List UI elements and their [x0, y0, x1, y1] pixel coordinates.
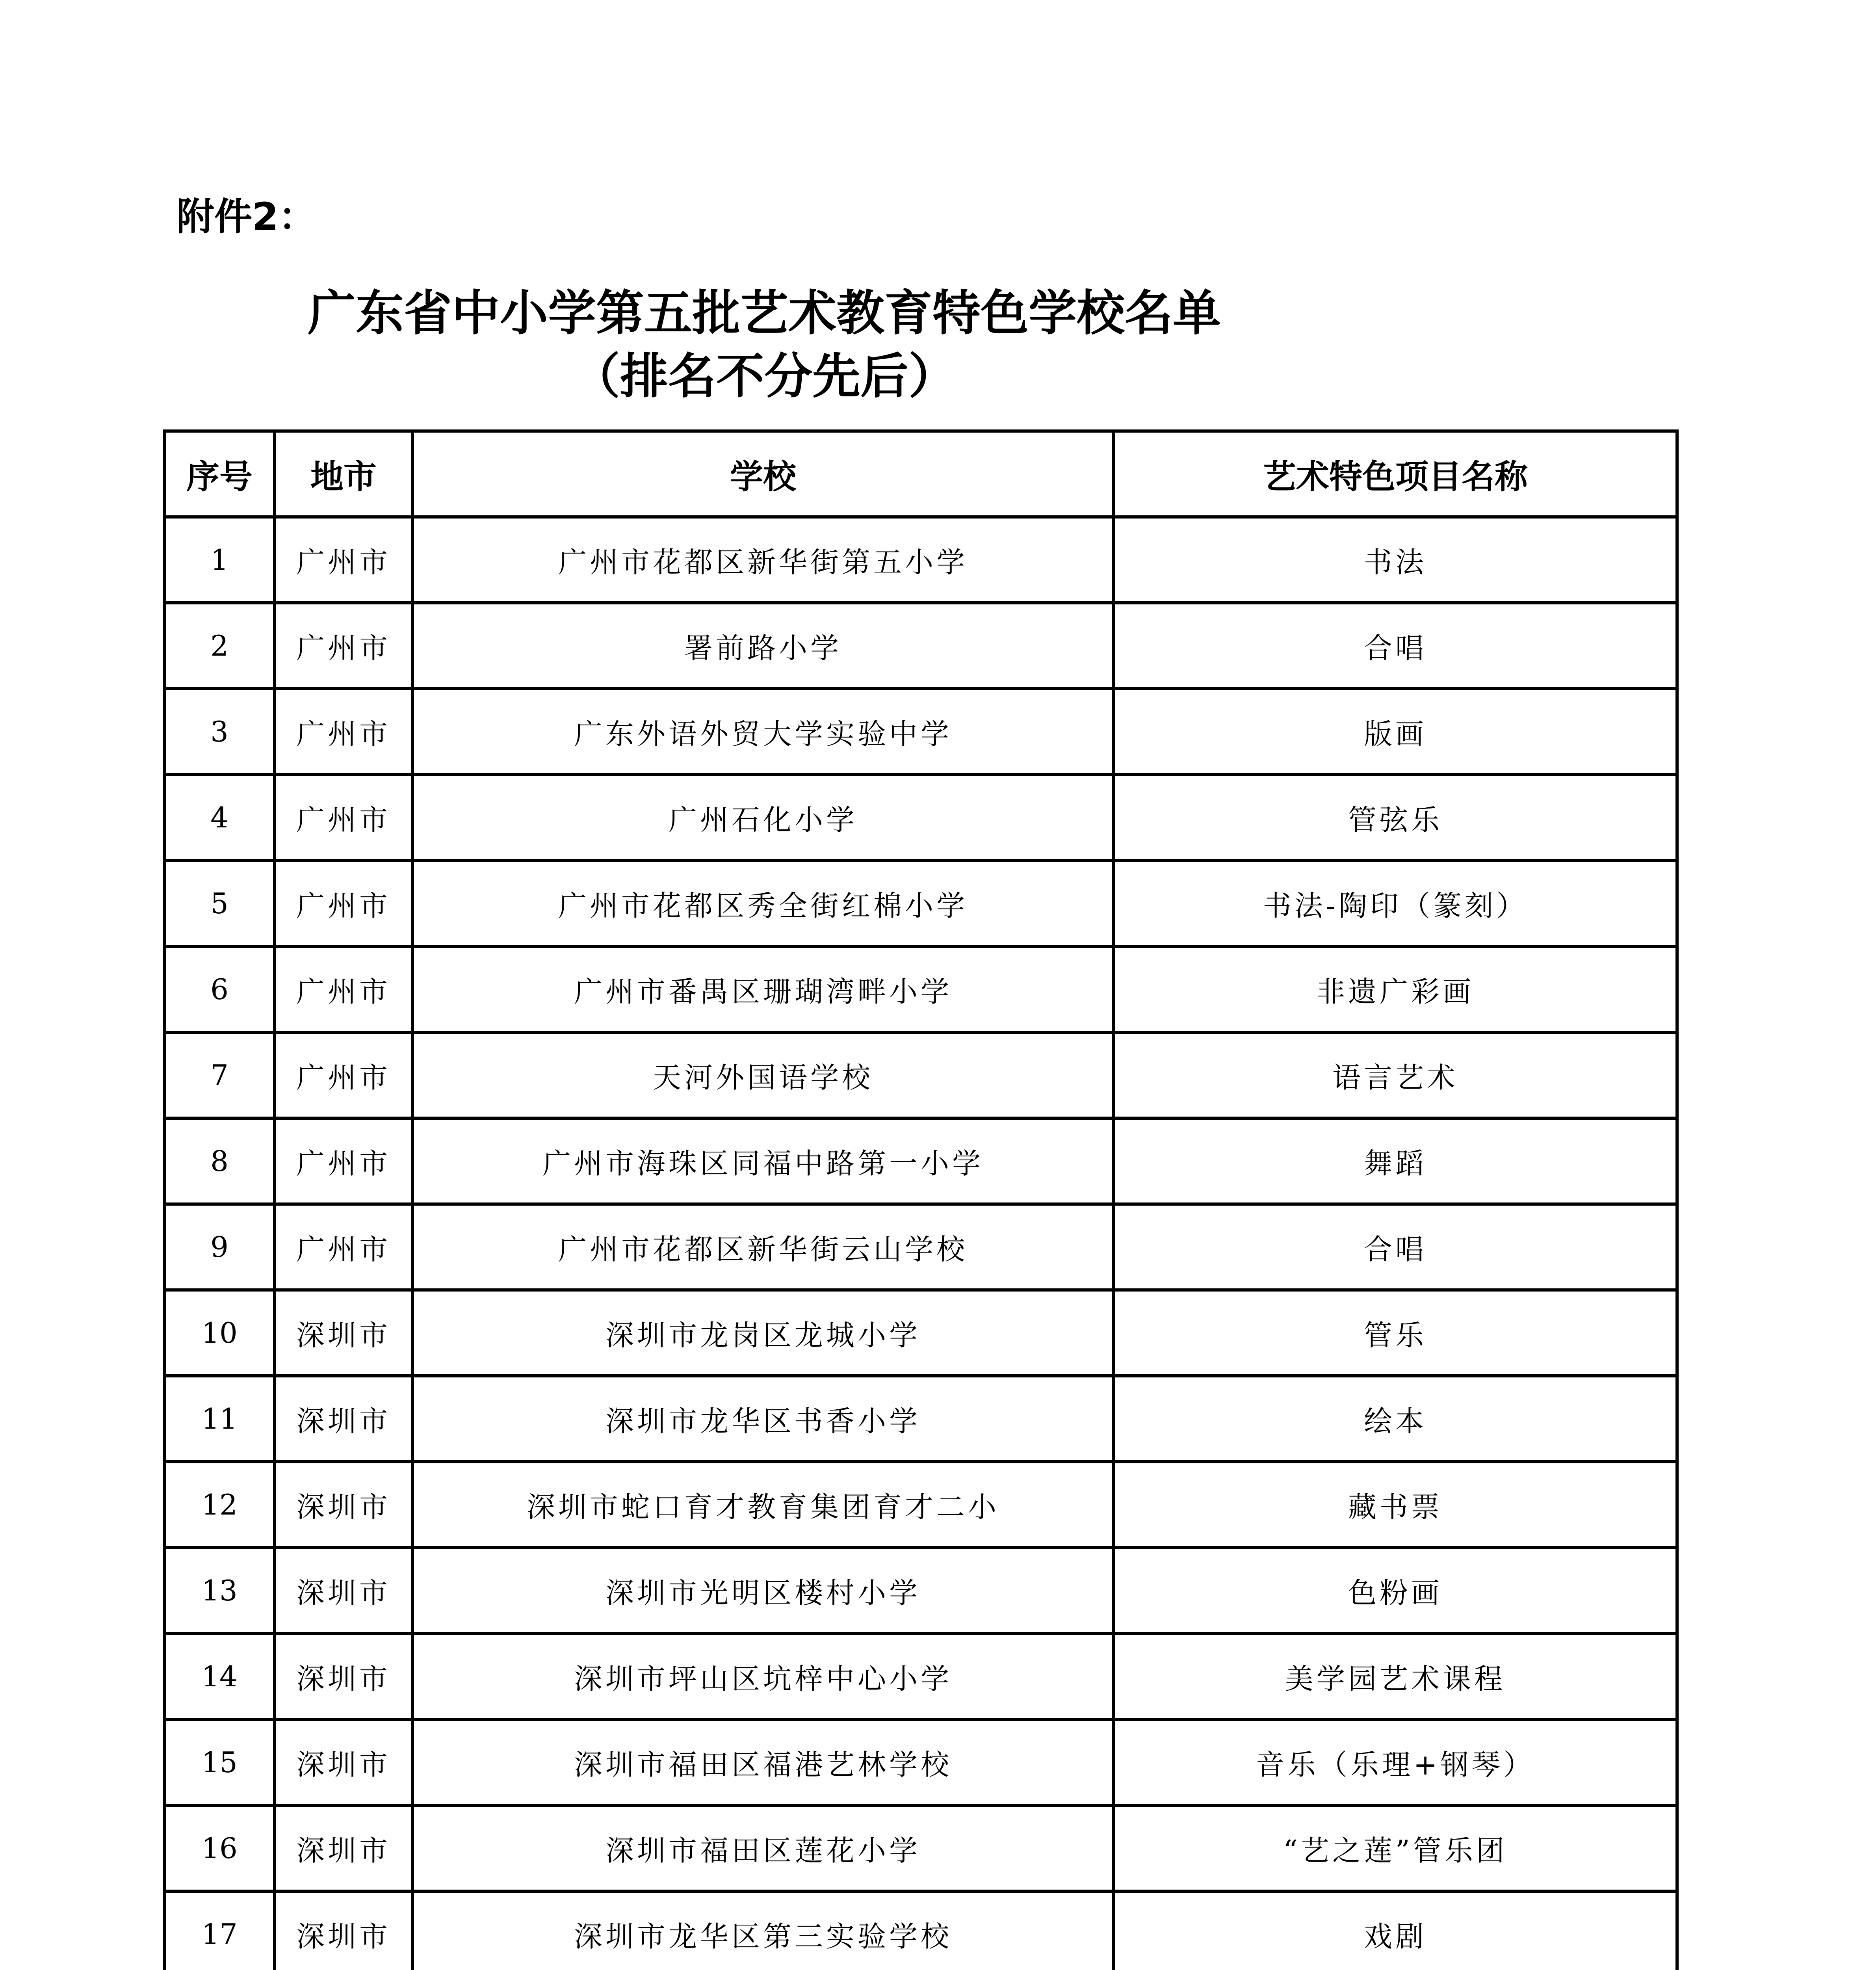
header-art-project: 艺术特色项目名称 — [1114, 431, 1677, 517]
row-school: 广州市花都区秀全街红棉小学 — [412, 860, 1114, 946]
row-city: 广州市 — [275, 775, 412, 860]
row-school: 广州市花都区新华街第五小学 — [412, 517, 1114, 603]
row-city: 深圳市 — [275, 1634, 412, 1719]
row-index: 12 — [164, 1462, 275, 1548]
row-index: 15 — [164, 1719, 275, 1805]
row-index: 14 — [164, 1634, 275, 1719]
row-school: 深圳市坪山区坑梓中心小学 — [412, 1634, 1114, 1719]
row-index: 1 — [164, 517, 275, 603]
row-school: 广州市花都区新华街云山学校 — [412, 1204, 1114, 1290]
row-index: 17 — [164, 1891, 275, 1970]
table-row — [164, 860, 1677, 946]
row-index: 16 — [164, 1805, 275, 1891]
table-header-row — [164, 431, 1677, 517]
table-row — [164, 689, 1677, 775]
row-city: 广州市 — [275, 946, 412, 1032]
table-row — [164, 1032, 1677, 1118]
row-art-project: 戏剧 — [1114, 1891, 1677, 1970]
row-city: 广州市 — [275, 1118, 412, 1204]
row-index: 10 — [164, 1290, 275, 1376]
row-city: 深圳市 — [275, 1290, 412, 1376]
row-city: 广州市 — [275, 1204, 412, 1290]
row-city: 深圳市 — [275, 1462, 412, 1548]
document-subtitle: （排名不分先后） — [572, 348, 957, 404]
table-row — [164, 1891, 1677, 1970]
row-art-project: 非遗广彩画 — [1114, 946, 1677, 1032]
row-school: 署前路小学 — [412, 603, 1114, 689]
row-art-project: 管乐 — [1114, 1290, 1677, 1376]
table-row — [164, 946, 1677, 1032]
row-index: 9 — [164, 1204, 275, 1290]
row-index: 2 — [164, 603, 275, 689]
attachment-label: 附件2： — [176, 195, 316, 239]
row-school: 广州市番禺区珊瑚湾畔小学 — [412, 946, 1114, 1032]
row-index: 13 — [164, 1548, 275, 1634]
table-row — [164, 1118, 1677, 1204]
table-row — [164, 1376, 1677, 1462]
row-city: 广州市 — [275, 860, 412, 946]
row-art-project: 美学园艺术课程 — [1114, 1634, 1677, 1719]
document-title: 广东省中小学第五批艺术教育特色学校名单 — [308, 285, 1221, 341]
table-row — [164, 1719, 1677, 1805]
row-school: 广东外语外贸大学实验中学 — [412, 689, 1114, 775]
row-art-project: 书法-陶印（篆刻） — [1114, 860, 1677, 946]
row-school: 深圳市光明区楼村小学 — [412, 1548, 1114, 1634]
row-city: 深圳市 — [275, 1376, 412, 1462]
table-row — [164, 1548, 1677, 1634]
row-art-project: 版画 — [1114, 689, 1677, 775]
row-art-project: 合唱 — [1114, 603, 1677, 689]
row-index: 6 — [164, 946, 275, 1032]
table-row — [164, 1462, 1677, 1548]
header-school: 学校 — [412, 431, 1114, 517]
row-art-project: 管弦乐 — [1114, 775, 1677, 860]
row-art-project: 书法 — [1114, 517, 1677, 603]
row-art-project: 音乐（乐理+钢琴） — [1114, 1719, 1677, 1805]
row-city: 深圳市 — [275, 1891, 412, 1970]
row-index: 4 — [164, 775, 275, 860]
table-row — [164, 1290, 1677, 1376]
row-index: 8 — [164, 1118, 275, 1204]
row-school: 深圳市蛇口育才教育集团育才二小 — [412, 1462, 1114, 1548]
row-school: 深圳市龙华区书香小学 — [412, 1376, 1114, 1462]
row-index: 11 — [164, 1376, 275, 1462]
table-body — [164, 517, 1677, 1970]
row-school: 广州石化小学 — [412, 775, 1114, 860]
row-city: 深圳市 — [275, 1719, 412, 1805]
row-city: 广州市 — [275, 603, 412, 689]
school-list-table — [163, 429, 1679, 1970]
row-index: 7 — [164, 1032, 275, 1118]
row-school: 广州市海珠区同福中路第一小学 — [412, 1118, 1114, 1204]
row-school: 深圳市龙华区第三实验学校 — [412, 1891, 1114, 1970]
table-row — [164, 775, 1677, 860]
row-art-project: 合唱 — [1114, 1204, 1677, 1290]
row-school: 天河外国语学校 — [412, 1032, 1114, 1118]
row-art-project: “艺之莲”管乐团 — [1114, 1805, 1677, 1891]
row-school: 深圳市龙岗区龙城小学 — [412, 1290, 1114, 1376]
header-index: 序号 — [164, 431, 275, 517]
row-art-project: 绘本 — [1114, 1376, 1677, 1462]
table-row — [164, 1634, 1677, 1719]
row-art-project: 舞蹈 — [1114, 1118, 1677, 1204]
row-city: 广州市 — [275, 517, 412, 603]
row-art-project: 色粉画 — [1114, 1548, 1677, 1634]
table-row — [164, 1805, 1677, 1891]
row-index: 3 — [164, 689, 275, 775]
table-row — [164, 603, 1677, 689]
table-row — [164, 1204, 1677, 1290]
header-city: 地市 — [275, 431, 412, 517]
table-row — [164, 517, 1677, 603]
row-index: 5 — [164, 860, 275, 946]
row-city: 深圳市 — [275, 1805, 412, 1891]
row-city: 深圳市 — [275, 1548, 412, 1634]
row-city: 广州市 — [275, 689, 412, 775]
row-city: 广州市 — [275, 1032, 412, 1118]
row-school: 深圳市福田区莲花小学 — [412, 1805, 1114, 1891]
row-art-project: 语言艺术 — [1114, 1032, 1677, 1118]
row-school: 深圳市福田区福港艺林学校 — [412, 1719, 1114, 1805]
row-art-project: 藏书票 — [1114, 1462, 1677, 1548]
